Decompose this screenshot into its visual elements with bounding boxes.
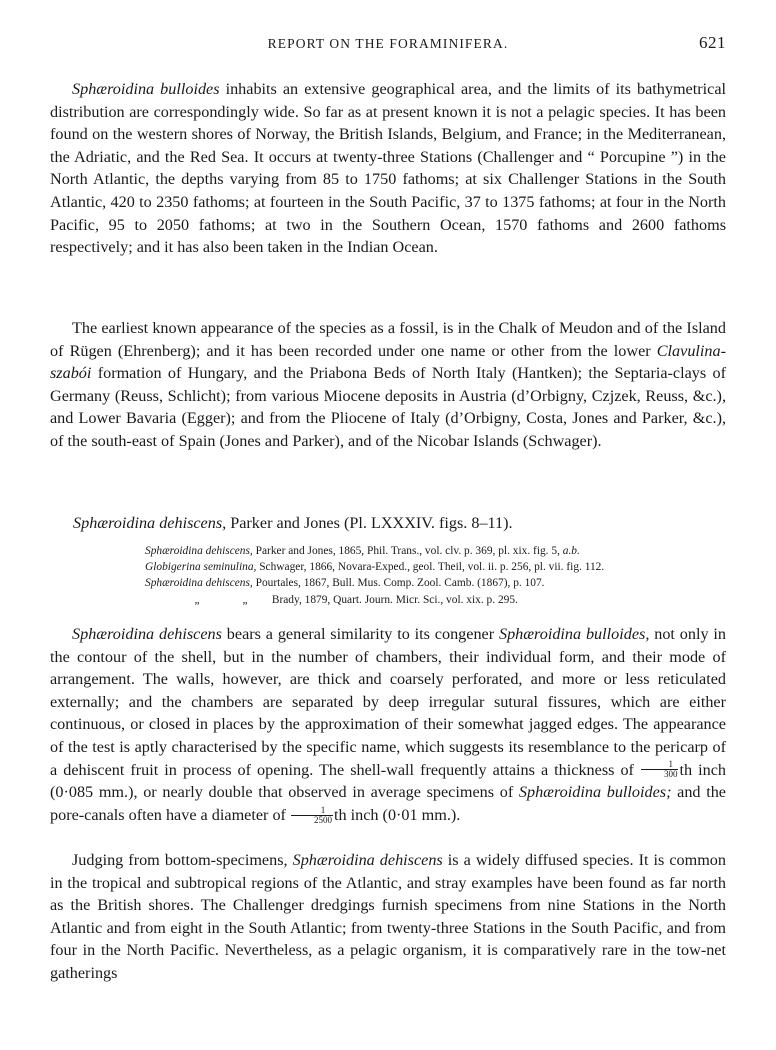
synonym-name: Globigerina seminulina, [145, 561, 257, 574]
species-heading-name: Sphæroidina dehiscens, [73, 514, 227, 532]
paragraph-text: not only in the contour of the shell, but in the number of chambers, their individual form, and their mode of arrangement. The walls, however, are thick and coarsely perforated, and more or less reticulated externally; and the chambers are separated by deep irregular sutural fissures, which are either continuous, or closed in places by the approximation of their somewhat jagged edges. The appearance of the test is aptly characterised by the specific name, which suggests its resemblance to the pericarp of a dehiscent fruit in process of opening. The shell-wall frequently attains a thickness of [50, 625, 726, 779]
synonymy-entry [145, 592, 727, 608]
paragraph-text: bears a general similarity to its congener [221, 625, 499, 643]
synonymy-entry [145, 543, 727, 559]
paragraph-text: inhabits an extensive geographical area, and the limits of its bathymetrical distribution are correspondingly wide. So far as at present known it is not a pelagic species. It has been found on the western shores of Norway, the British Islands, Belgium, and France; in the Mediterranean, the Adriatic, and the Red Sea. It occurs at twenty-three Stations (Challenger and “ Porcupine ”) in the North Atlantic, the depths varying from 85 to 1750 fathoms; at six Challenger Stations in the South Atlantic, 420 to 2350 fathoms; at fourteen in the South Pacific, 37 to 1375 fathoms; at four in the North Pacific, 95 to 2050 fathoms; at two in the Southern Ocean, 1570 fathoms and 2600 fathoms respectively; and it has also been taken in the Indian Ocean. [50, 80, 726, 257]
species-name-italic: Sphæroidina bulloides; [518, 783, 672, 802]
page-number: 621 [699, 33, 726, 52]
species-name-italic: Sphæroidina bulloides, [498, 625, 650, 643]
paragraph-distribution [50, 78, 726, 259]
synonymy-list [145, 543, 727, 608]
paragraph-occurrence [50, 849, 726, 985]
fraction [641, 760, 679, 779]
paragraph-text: th inch (0·085 mm.), or nearly double that observed in average specimens of [50, 760, 726, 802]
header-title: REPORT ON THE FORAMINIFERA. [267, 36, 509, 51]
fraction-denominator: 2500 [314, 814, 332, 825]
formation-name-italic: Clavulina-szabói [50, 341, 726, 383]
ditto-mark: „ [194, 593, 200, 606]
species-heading [73, 512, 726, 534]
synonym-citation: Brady, 1879, Quart. Journ. Micr. Sci., vol. xix. p. 295. [269, 593, 518, 606]
synonym-citation: Schwager, 1866, Novara-Exped., geol. Theil, vol. ii. p. 256, pl. vii. fig. 112. [256, 561, 605, 574]
synonym-name: Sphæroidina dehiscens, [145, 545, 253, 557]
paragraph-text: and the pore-canals often have a diameter of [50, 783, 726, 824]
synonym-citation: Pourtales, 1867, Bull. Mus. Comp. Zool. Camb. (1867), p. 107. [252, 577, 545, 590]
fraction-numerator: 1 [641, 760, 679, 770]
paragraph-text: is a widely diffused species. It is common in the tropical and subtropical regions of the Atlantic, and stray examples have been found as far north as the British shores. The Challenger dredgings furnish specimens from nine Stations in the North Atlantic and from eight in the South Atlantic; from twenty-three Stations in the South Pacific, and from four in the North Pacific. Nevertheless, as a pelagic organism, it is comparatively rare in the tow-net gatherings [50, 851, 726, 982]
synonym-citation-tail: a.b. [562, 545, 580, 557]
paragraph-text: th inch (0·01 mm.). [334, 805, 461, 824]
species-name-italic: Sphæroidina dehiscens [292, 851, 443, 869]
fraction-denominator: 300 [663, 769, 678, 780]
ditto-mark: „ [242, 593, 248, 606]
synonym-name: Sphæroidina dehiscens, [145, 577, 253, 590]
species-name-italic: Sphæroidina dehiscens [72, 625, 222, 643]
paragraph-fossil-record [50, 317, 726, 453]
running-header [50, 33, 726, 60]
fraction-numerator: 1 [291, 806, 333, 816]
paragraph-text: formation of Hungary, and the Priabona Beds of North Italy (Hantken); the Septaria-clays of Germany (Reuss, Schlicht); from various Miocene deposits in Austria (d’Orbigny, Czjzek, Reuss, &c.), and Lower Bavaria (Egger); and from the Pliocene of Italy (d’Orbigny, Costa, Jones and Parker, &c.), of the south-east of Spain (Jones and Parker), and of the Nicobar Islands (Schwager). [50, 364, 726, 450]
species-heading-authority: Parker and Jones (Pl. LXXXIV. figs. 8–11). [226, 514, 513, 532]
paragraph-text: Judging from bottom-specimens, [72, 851, 293, 869]
paragraph-text: The earliest known appearance of the species as a fossil, is in the Chalk of Meudon and of the Island of Rügen (Ehrenberg); and it has been recorded under one name or other from the lower [50, 319, 726, 360]
synonymy-entry [145, 575, 727, 591]
synonymy-entry [145, 559, 727, 575]
fraction [291, 806, 333, 825]
synonym-citation: Parker and Jones, 1865, Phil. Trans., vol. clv. p. 369, pl. xix. fig. 5, [252, 545, 563, 557]
species-name-italic: Sphæroidina bulloides [72, 80, 220, 98]
paragraph-description [50, 623, 726, 826]
